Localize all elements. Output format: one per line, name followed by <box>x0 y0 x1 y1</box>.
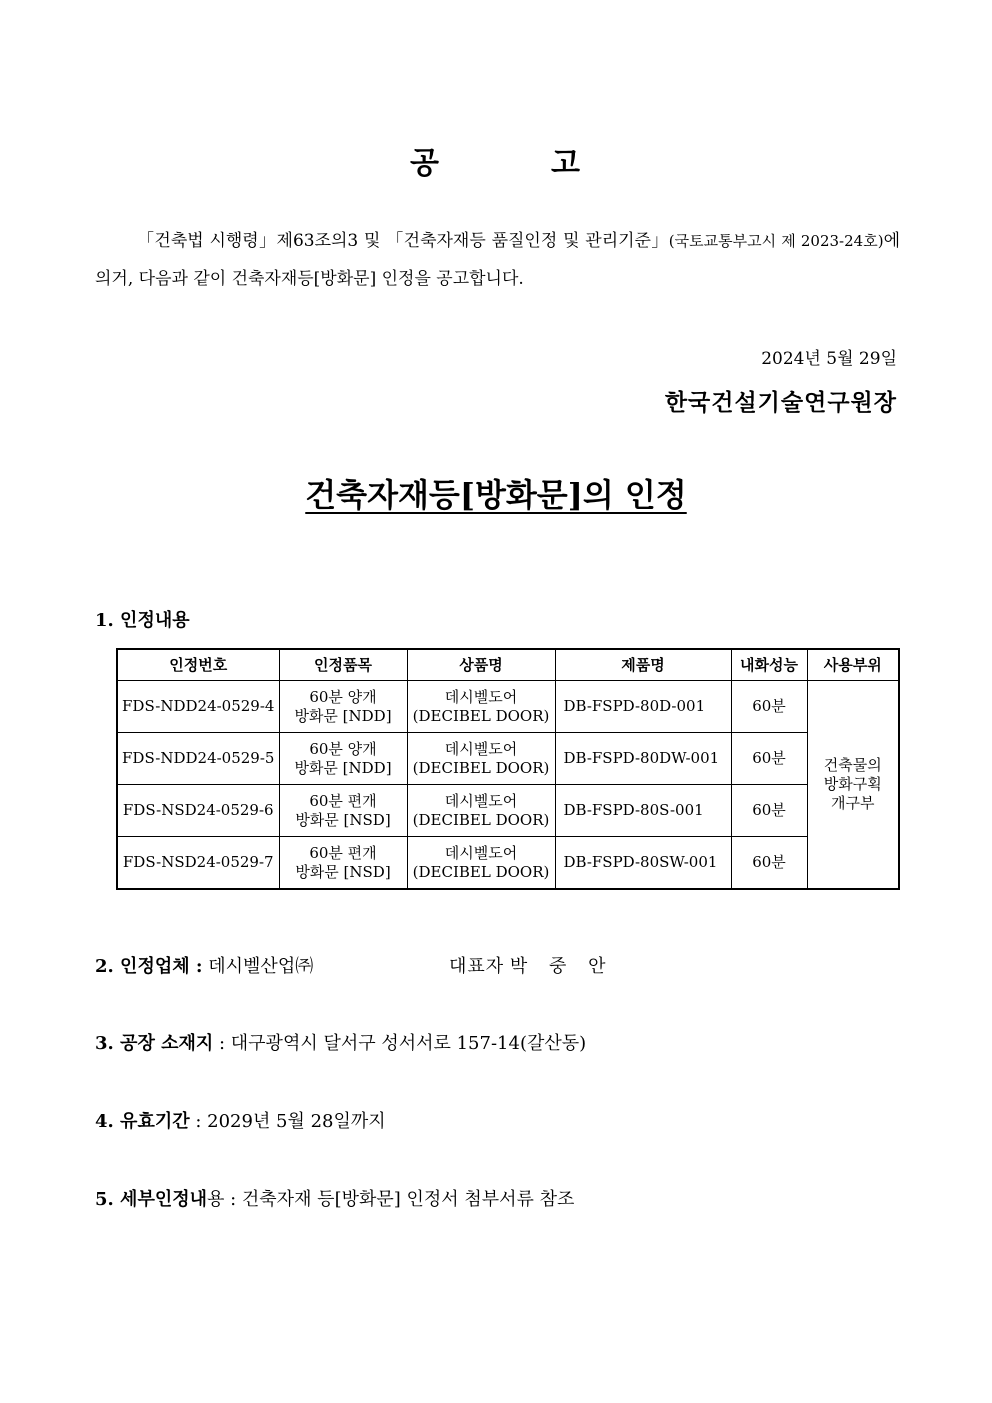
representative-label: 대표자 <box>448 956 505 977</box>
table-row <box>117 733 899 785</box>
section-3-label: 3. 공장 소재지 <box>95 1033 214 1054</box>
section-5-label: 5. 세부인정내 <box>95 1189 207 1210</box>
col-header-fire: 내화성능 <box>731 649 807 681</box>
certification-title: 건축자재등[방화문]의 인정 <box>305 476 687 514</box>
section-2-label: 2. 인정업체 : <box>95 956 203 977</box>
section-5-details <box>95 1185 574 1211</box>
col-header-usage: 사용부위 <box>807 649 899 681</box>
cell-cert-no: FDS-NSD24-0529-6 <box>117 785 279 837</box>
col-header-cert-no: 인정번호 <box>117 649 279 681</box>
page-title <box>0 138 992 182</box>
cell-fire: 60분 <box>731 785 807 837</box>
section-1-heading: 1. 인정내용 <box>95 610 190 631</box>
intro-main: 「건축법 시행령」제63조의3 및 「건축자재등 품질인정 및 관리기준」 <box>137 231 669 251</box>
title-char-2: 고 <box>551 146 582 181</box>
cell-cert-no: FDS-NDD24-0529-4 <box>117 681 279 733</box>
cell-fire: 60분 <box>731 681 807 733</box>
details-reference: : 건축자재 등[방화문] 인정서 첨부서류 참조 <box>230 1189 575 1210</box>
table-row <box>117 785 899 837</box>
company-name: 데시벨산업㈜ <box>208 956 314 977</box>
col-header-brand: 상품명 <box>407 649 555 681</box>
section-4-label: 4. 유효기간 <box>95 1111 190 1132</box>
cell-item: 60분 양개 방화문 [NDD] <box>279 681 407 733</box>
intro-notice-ref: (국토교통부고시 제 2023-24호) <box>668 232 884 250</box>
cell-brand: 데시벨도어 (DECIBEL DOOR) <box>407 681 555 733</box>
cell-item: 60분 편개 방화문 [NSD] <box>279 837 407 890</box>
representative-name: 박 중 안 <box>509 956 614 977</box>
section-4-validity <box>95 1107 386 1133</box>
validity-period: : 2029년 5월 28일까지 <box>195 1111 386 1132</box>
table-header-row <box>117 649 899 681</box>
cell-fire: 60분 <box>731 733 807 785</box>
cell-product: DB-FSPD-80S-001 <box>555 785 731 837</box>
cell-brand: 데시벨도어 (DECIBEL DOOR) <box>407 733 555 785</box>
section-5-label-tail: 용 <box>207 1189 225 1210</box>
cell-fire: 60분 <box>731 837 807 890</box>
certification-table <box>116 648 900 890</box>
cell-cert-no: FDS-NSD24-0529-7 <box>117 837 279 890</box>
col-header-item: 인정품목 <box>279 649 407 681</box>
intro-paragraph <box>95 222 900 298</box>
cell-brand: 데시벨도어 (DECIBEL DOOR) <box>407 837 555 890</box>
title-char-1: 공 <box>410 146 441 181</box>
cell-brand: 데시벨도어 (DECIBEL DOOR) <box>407 785 555 837</box>
table-row <box>117 681 899 733</box>
section-2-company <box>95 952 613 978</box>
cell-product: DB-FSPD-80D-001 <box>555 681 731 733</box>
intro-tail: 에 의거, 다음과 같이 건축자재등[방화문] 인정을 공고합니다. <box>95 231 900 289</box>
factory-address: : 대구광역시 달서구 성서서로 157-14(갈산동) <box>219 1033 587 1054</box>
section-3-factory <box>95 1029 586 1055</box>
cell-product: DB-FSPD-80DW-001 <box>555 733 731 785</box>
cell-item: 60분 편개 방화문 [NSD] <box>279 785 407 837</box>
cell-product: DB-FSPD-80SW-001 <box>555 837 731 890</box>
issuer-name: 한국건설기술연구원장 <box>664 389 897 416</box>
announcement-date: 2024년 5월 29일 <box>761 349 897 369</box>
cell-cert-no: FDS-NDD24-0529-5 <box>117 733 279 785</box>
cell-usage: 건축물의 방화구획 개구부 <box>807 681 899 890</box>
table-row <box>117 837 899 890</box>
col-header-product: 제품명 <box>555 649 731 681</box>
cell-item: 60분 양개 방화문 [NDD] <box>279 733 407 785</box>
